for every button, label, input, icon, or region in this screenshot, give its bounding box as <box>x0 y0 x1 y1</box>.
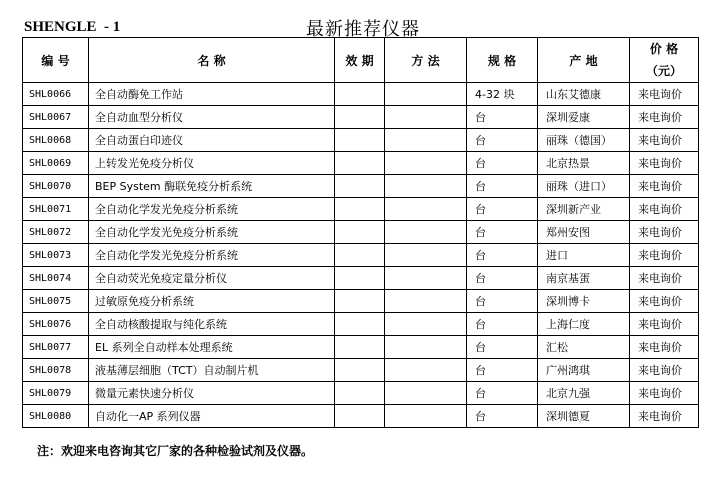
cell-price: 来电询价 <box>630 336 699 359</box>
cell-code: SHL0070 <box>23 175 89 198</box>
cell-price: 来电询价 <box>630 382 699 405</box>
cell-method <box>385 152 467 175</box>
header-price-label: 价 格 <box>649 42 679 56</box>
header-expiry: 效 期 <box>335 38 385 83</box>
cell-name: 自动化一AP 系列仪器 <box>89 405 335 428</box>
page-title: 最新推荐仪器 <box>306 19 420 40</box>
product-table <box>22 37 699 428</box>
table-row <box>23 336 699 359</box>
cell-spec: 台 <box>467 267 538 290</box>
cell-name: 全自动核酸提取与纯化系统 <box>89 313 335 336</box>
cell-expiry <box>335 152 385 175</box>
table-row <box>23 106 699 129</box>
cell-expiry <box>335 221 385 244</box>
cell-spec: 台 <box>467 198 538 221</box>
cell-origin: 汇松 <box>538 336 630 359</box>
header-price <box>630 38 699 83</box>
cell-method <box>385 313 467 336</box>
cell-expiry <box>335 267 385 290</box>
cell-expiry <box>335 359 385 382</box>
table-row <box>23 129 699 152</box>
cell-spec: 台 <box>467 175 538 198</box>
cell-name: 上转发光免疫分析仪 <box>89 152 335 175</box>
cell-price: 来电询价 <box>630 290 699 313</box>
cell-origin: 深圳德夏 <box>538 405 630 428</box>
cell-expiry <box>335 382 385 405</box>
document-code: SHENGLE - 1 <box>24 19 121 35</box>
cell-spec: 台 <box>467 405 538 428</box>
cell-expiry <box>335 106 385 129</box>
cell-code: SHL0072 <box>23 221 89 244</box>
cell-origin: 进口 <box>538 244 630 267</box>
cell-method <box>385 405 467 428</box>
table-header-row <box>23 38 699 83</box>
cell-method <box>385 106 467 129</box>
footnote: 注：欢迎来电咨询其它厂家的各种检验试剂及仪器。 <box>37 444 314 458</box>
cell-code: SHL0069 <box>23 152 89 175</box>
cell-method <box>385 336 467 359</box>
cell-price: 来电询价 <box>630 152 699 175</box>
cell-origin: 深圳新产业 <box>538 198 630 221</box>
cell-origin: 丽珠（德国） <box>538 129 630 152</box>
header-price-unit: （元） <box>645 64 682 78</box>
cell-expiry <box>335 336 385 359</box>
cell-spec: 台 <box>467 129 538 152</box>
cell-name: 全自动化学发光免疫分析系统 <box>89 244 335 267</box>
cell-price: 来电询价 <box>630 244 699 267</box>
table-row <box>23 267 699 290</box>
table-row <box>23 175 699 198</box>
cell-method <box>385 359 467 382</box>
cell-origin: 深圳爱康 <box>538 106 630 129</box>
cell-code: SHL0068 <box>23 129 89 152</box>
cell-price: 来电询价 <box>630 175 699 198</box>
cell-code: SHL0075 <box>23 290 89 313</box>
cell-method <box>385 129 467 152</box>
cell-name: BEP System 酶联免疫分析系统 <box>89 175 335 198</box>
cell-origin: 郑州安图 <box>538 221 630 244</box>
cell-spec: 台 <box>467 382 538 405</box>
cell-code: SHL0066 <box>23 83 89 106</box>
cell-price: 来电询价 <box>630 106 699 129</box>
cell-spec: 台 <box>467 106 538 129</box>
cell-spec: 台 <box>467 290 538 313</box>
cell-name: 全自动酶免工作站 <box>89 83 335 106</box>
table-row <box>23 152 699 175</box>
cell-price: 来电询价 <box>630 405 699 428</box>
cell-name: 过敏原免疫分析系统 <box>89 290 335 313</box>
cell-expiry <box>335 129 385 152</box>
cell-name: 全自动化学发光免疫分析系统 <box>89 221 335 244</box>
cell-code: SHL0074 <box>23 267 89 290</box>
cell-name: 液基薄层细胞（TCT）自动制片机 <box>89 359 335 382</box>
cell-method <box>385 382 467 405</box>
cell-method <box>385 198 467 221</box>
cell-spec: 台 <box>467 313 538 336</box>
cell-code: SHL0076 <box>23 313 89 336</box>
cell-code: SHL0079 <box>23 382 89 405</box>
cell-method <box>385 83 467 106</box>
cell-name: 全自动蛋白印迹仪 <box>89 129 335 152</box>
cell-code: SHL0073 <box>23 244 89 267</box>
table-row <box>23 198 699 221</box>
table-row <box>23 221 699 244</box>
cell-price: 来电询价 <box>630 359 699 382</box>
cell-method <box>385 175 467 198</box>
cell-price: 来电询价 <box>630 129 699 152</box>
table-row <box>23 405 699 428</box>
cell-method <box>385 221 467 244</box>
table-row <box>23 244 699 267</box>
cell-name: 全自动血型分析仪 <box>89 106 335 129</box>
cell-expiry <box>335 175 385 198</box>
header-origin: 产 地 <box>538 38 630 83</box>
cell-price: 来电询价 <box>630 198 699 221</box>
cell-spec: 4-32 块 <box>467 83 538 106</box>
cell-price: 来电询价 <box>630 267 699 290</box>
table-row <box>23 382 699 405</box>
cell-expiry <box>335 83 385 106</box>
header-method: 方 法 <box>385 38 467 83</box>
cell-code: SHL0080 <box>23 405 89 428</box>
cell-origin: 深圳博卡 <box>538 290 630 313</box>
table-row <box>23 290 699 313</box>
cell-origin: 北京热景 <box>538 152 630 175</box>
cell-price: 来电询价 <box>630 313 699 336</box>
cell-expiry <box>335 405 385 428</box>
cell-method <box>385 267 467 290</box>
cell-code: SHL0078 <box>23 359 89 382</box>
cell-spec: 台 <box>467 244 538 267</box>
header-code: 编 号 <box>23 38 89 83</box>
cell-price: 来电询价 <box>630 221 699 244</box>
cell-expiry <box>335 290 385 313</box>
cell-origin: 丽珠（进口） <box>538 175 630 198</box>
cell-spec: 台 <box>467 359 538 382</box>
header-spec: 规 格 <box>467 38 538 83</box>
table-body <box>23 83 699 428</box>
table-row <box>23 313 699 336</box>
cell-expiry <box>335 198 385 221</box>
cell-method <box>385 244 467 267</box>
cell-price: 来电询价 <box>630 83 699 106</box>
header-name: 名 称 <box>89 38 335 83</box>
cell-name: EL 系列全自动样本处理系统 <box>89 336 335 359</box>
cell-spec: 台 <box>467 152 538 175</box>
cell-code: SHL0071 <box>23 198 89 221</box>
cell-origin: 北京九强 <box>538 382 630 405</box>
cell-origin: 山东艾德康 <box>538 83 630 106</box>
table-row <box>23 359 699 382</box>
cell-name: 全自动荧光免疫定量分析仪 <box>89 267 335 290</box>
cell-name: 微量元素快速分析仪 <box>89 382 335 405</box>
cell-expiry <box>335 313 385 336</box>
cell-origin: 上海仁度 <box>538 313 630 336</box>
cell-code: SHL0077 <box>23 336 89 359</box>
cell-method <box>385 290 467 313</box>
table-row <box>23 83 699 106</box>
cell-expiry <box>335 244 385 267</box>
cell-spec: 台 <box>467 221 538 244</box>
cell-origin: 广州鸿琪 <box>538 359 630 382</box>
cell-origin: 南京基蛋 <box>538 267 630 290</box>
cell-name: 全自动化学发光免疫分析系统 <box>89 198 335 221</box>
cell-code: SHL0067 <box>23 106 89 129</box>
cell-spec: 台 <box>467 336 538 359</box>
